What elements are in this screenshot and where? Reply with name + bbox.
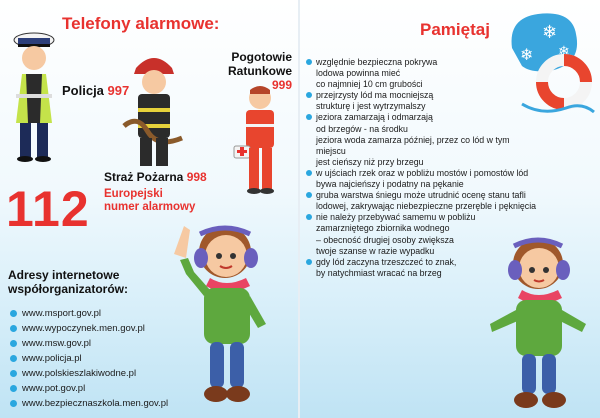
- reminder-line: [306, 201, 538, 212]
- address-link[interactable]: www.bezpiecznaszkola.men.gov.pl: [10, 396, 168, 411]
- reminder-line: [306, 135, 538, 157]
- reminder-text: lodowej, zakrywając niebezpieczne przeręble i pęknięcia: [316, 201, 537, 212]
- bullet-dot: [306, 59, 312, 65]
- bullet-dot: [306, 92, 312, 98]
- address-link[interactable]: www.msport.gov.pl: [10, 306, 168, 321]
- svg-text:❄: ❄: [542, 22, 558, 43]
- safety-reminders-list: [306, 57, 538, 279]
- bullet-dot: [10, 355, 17, 362]
- reminder-text: od brzegów - na środku: [316, 123, 408, 134]
- reminder-line: [306, 57, 538, 68]
- bullet-dot: [306, 114, 312, 120]
- emergency-phones-title: Telefony alarmowe:: [62, 14, 220, 33]
- reminder-line: [306, 124, 538, 135]
- reminder-text: by natychmiast wracać na brzeg: [316, 267, 442, 278]
- reminder-text: gruba warstwa śniegu może utrudnić ocenę stanu tafli: [316, 190, 526, 201]
- reminder-text: lodowa powinna mieć: [316, 68, 401, 79]
- addresses-heading: Adresy internetowe współorganizatorów:: [8, 268, 128, 296]
- svg-text:❄: ❄: [558, 44, 570, 60]
- girl-pointing-illustration: [170, 214, 280, 414]
- address-link[interactable]: www.wypoczynek.men.gov.pl: [10, 321, 168, 336]
- reminder-line: [306, 90, 538, 101]
- reminder-line: [306, 246, 538, 257]
- reminder-line: [306, 101, 538, 112]
- svg-text:❄: ❄: [520, 45, 534, 64]
- reminder-text: jest cieńszy niż przy brzegu: [316, 156, 424, 167]
- bullet-dot: [306, 192, 312, 198]
- reminder-text: bywa najcieńszy i podatny na pękanie: [316, 179, 464, 190]
- reminder-text: twoje szanse w razie wypadku: [316, 245, 435, 256]
- reminder-line: [306, 235, 538, 246]
- address-list: [10, 306, 168, 411]
- reminder-line: [306, 157, 538, 168]
- reminder-text: strukturę i jest wytrzymalszy: [316, 101, 426, 112]
- bullet-dot: [306, 259, 312, 265]
- left-panel: [0, 0, 299, 418]
- address-link[interactable]: www.pot.gov.pl: [10, 381, 168, 396]
- reminder-text: przejrzysty lód ma mocniejszą: [316, 90, 434, 101]
- reminder-line: [306, 190, 538, 201]
- bullet-dot: [10, 385, 17, 392]
- reminder-text: co najmniej 10 cm grubości: [316, 79, 423, 90]
- remember-title: Pamiętaj: [420, 20, 490, 39]
- reminder-line: [306, 179, 538, 190]
- address-link[interactable]: www.polskieszlakiwodne.pl: [10, 366, 168, 381]
- european-number-label: Europejski numer alarmowy: [104, 188, 196, 213]
- reminder-line: [306, 168, 538, 179]
- bullet-dot: [10, 310, 17, 317]
- reminder-text: zamarzniętego zbiornika wodnego: [316, 223, 450, 234]
- police-label: Policja 997: [62, 83, 130, 98]
- reminder-text: jeziora zamarzają i odmarzają: [316, 112, 433, 123]
- reminder-text: nie należy przebywać samemu w pobliżu: [316, 212, 476, 223]
- bullet-dot: [306, 170, 312, 176]
- ambulance-label: Pogotowie Ratunkowe 999: [227, 50, 292, 92]
- reminder-text: gdy lód zaczyna trzeszczeć to znak,: [316, 256, 457, 267]
- reminder-text: jeziora woda zamarza później, przez co lód w tym miejscu: [316, 134, 510, 156]
- reminder-line: [306, 212, 538, 223]
- bullet-dot: [306, 214, 312, 220]
- address-link[interactable]: www.policja.pl: [10, 351, 168, 366]
- emergency-number-112: 112: [6, 181, 90, 237]
- reminder-line: [306, 257, 538, 268]
- reminder-line: [306, 223, 538, 234]
- bullet-dot: [10, 340, 17, 347]
- address-link[interactable]: www.msw.gov.pl: [10, 336, 168, 351]
- paramedic-illustration: [232, 84, 282, 196]
- bullet-dot: [10, 370, 17, 377]
- reminder-line: [306, 68, 538, 79]
- reminder-line: [306, 268, 538, 279]
- bullet-dot: [10, 325, 17, 332]
- reminder-text: w ujściach rzek oraz w pobliżu mostów i pomostów lód: [316, 167, 529, 178]
- fire-brigade-label: Straż Pożarna 998: [104, 170, 207, 184]
- firefighter-illustration: [118, 52, 190, 172]
- policeman-illustration: [4, 28, 64, 163]
- reminder-line: [306, 79, 538, 90]
- reminder-text: – obecność drugiej osoby zwiększa: [316, 234, 454, 245]
- reminder-line: [306, 112, 538, 123]
- bullet-dot: [10, 400, 17, 407]
- reminder-text: względnie bezpieczna pokrywa: [316, 57, 438, 67]
